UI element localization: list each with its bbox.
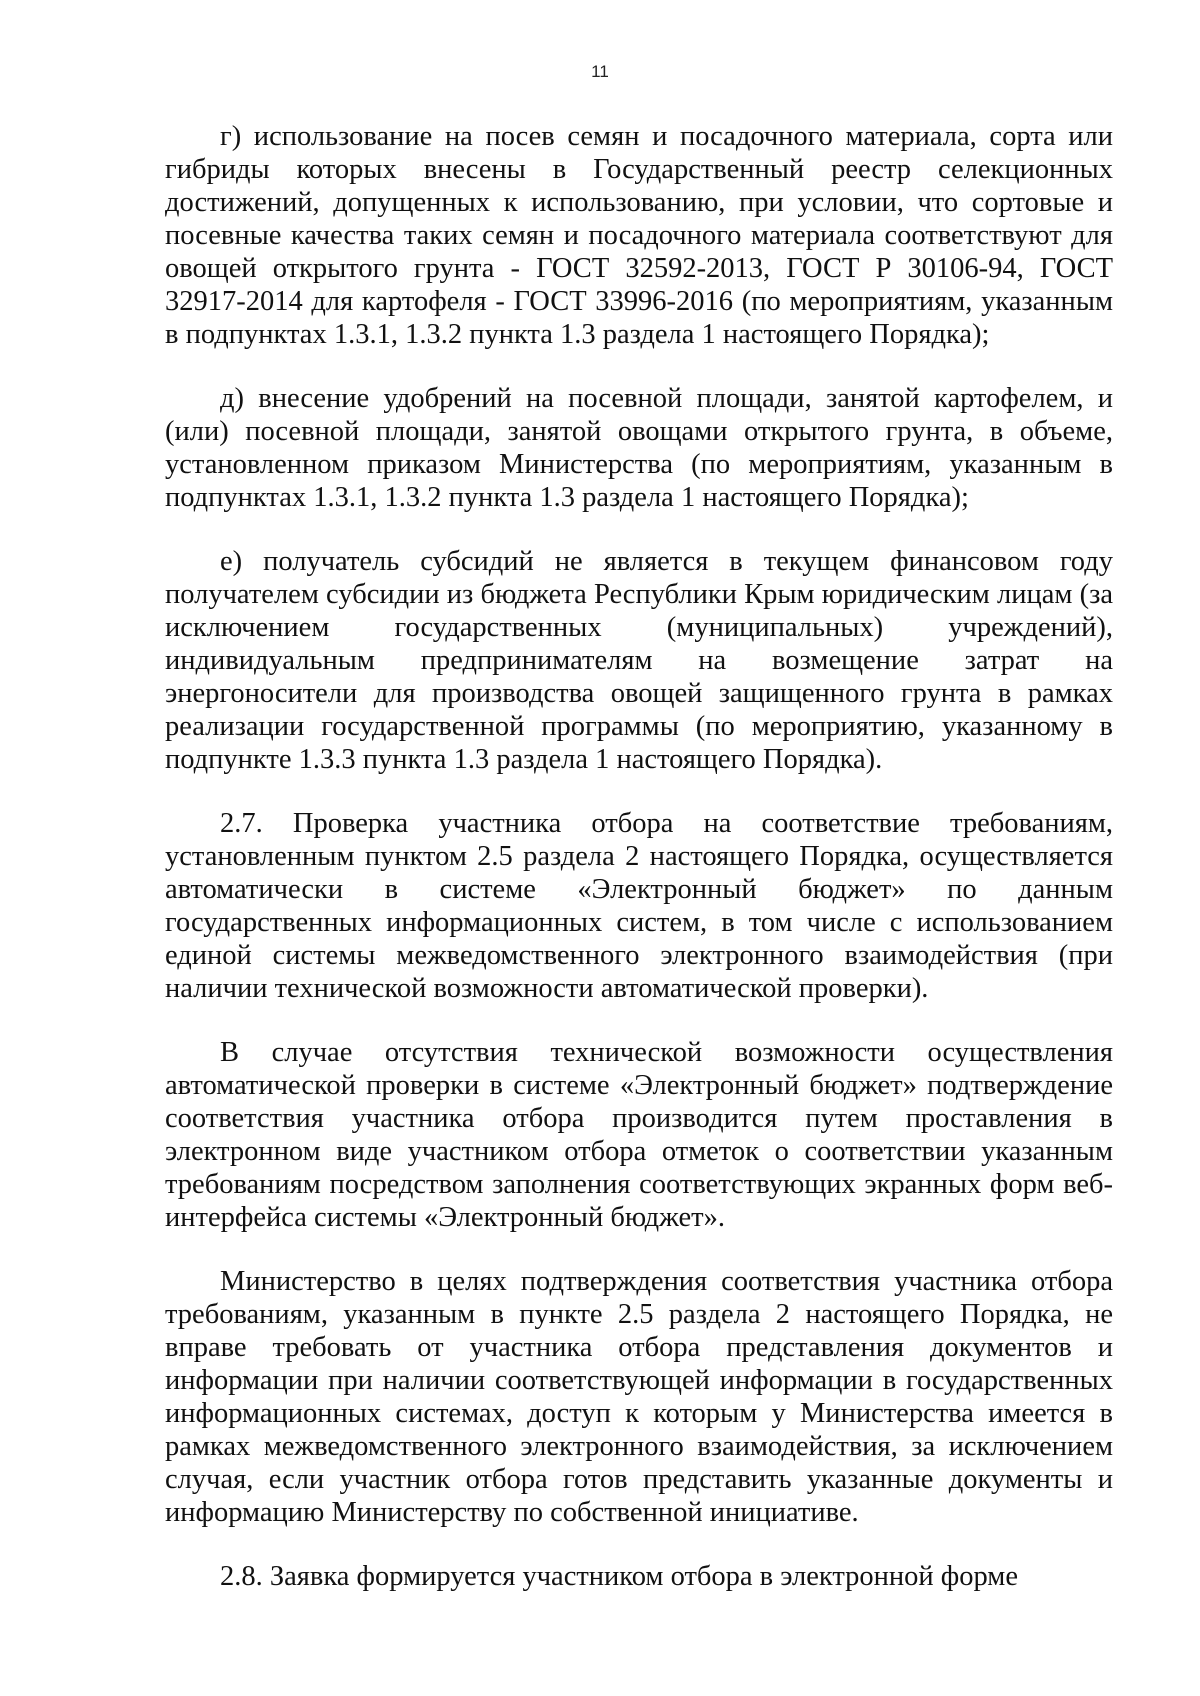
paragraph-no-tech-possibility: В случае отсутствия технической возможности осуществления автоматической проверки в системе «Электронный бюджет» подтверждение соответствия участника отбора производится путем проставления в электронном виде участником отбора отметок о соответствии указанным требованиям посредством заполнения соответствующих экранных форм веб-интерфейса системы «Электронный бюджет». bbox=[165, 1037, 1113, 1233]
paragraph-2-7: 2.7. Проверка участника отбора на соответствие требованиям, установленным пунктом 2.5 раздела 2 настоящего Порядка, осуществляется автоматически в системе «Электронный бюджет» по данным государственных информационных систем, в том числе с использованием единой системы межведомственного электронного взаимодействия (при наличии технической возможности автоматической проверки). bbox=[165, 808, 1113, 1004]
page-number: 11 bbox=[591, 62, 609, 81]
paragraph-e: е) получатель субсидий не является в текущем финансовом году получателем субсидии из бюджета Республики Крым юридическим лицам (за исключением государственных (муниципальных) учреждений), индивидуальным предпринимателям на возмещение затрат на энергоносители для производства овощей защищенного грунта в рамках реализации государственной программы (по мероприятию, указанному в подпункте 1.3.3 пункта 1.3 раздела 1 настоящего Порядка). bbox=[165, 546, 1113, 775]
paragraph-ministry: Министерство в целях подтверждения соответствия участника отбора требованиям, указанным в пункте 2.5 раздела 2 настоящего Порядка, не вправе требовать от участника отбора представления документов и информации при наличии соответствующей информации в государственных информационных системах, доступ к которым у Министерства имеется в рамках межведомственного электронного взаимодействия, за исключением случая, если участник отбора готов представить указанные документы и информацию Министерству по собственной инициативе. bbox=[165, 1266, 1113, 1528]
paragraph-2-8: 2.8. Заявка формируется участником отбора в электронной форме bbox=[220, 1561, 1018, 1592]
paragraph-d: д) внесение удобрений на посевной площади, занятой картофелем, и (или) посевной площади, занятой овощами открытого грунта, в объеме, установленном приказом Министерства (по мероприятиям, указанным в подпунктах 1.3.1, 1.3.2 пункта 1.3 раздела 1 настоящего Порядка); bbox=[165, 383, 1113, 513]
paragraph-g: г) использование на посев семян и посадочного материала, сорта или гибриды которых внесены в Государственный реестр селекционных достижений, допущенных к использованию, при условии, что сортовые и посевные качества таких семян и посадочного материала соответствуют для овощей открытого грунта - ГОСТ 32592-2013, ГОСТ Р 30106-94, ГОСТ 32917-2014 для картофеля - ГОСТ 33996-2016 (по мероприятиям, указанным в подпунктах 1.3.1, 1.3.2 пункта 1.3 раздела 1 настоящего Порядка); bbox=[165, 121, 1113, 350]
document-body bbox=[165, 120, 1113, 1593]
